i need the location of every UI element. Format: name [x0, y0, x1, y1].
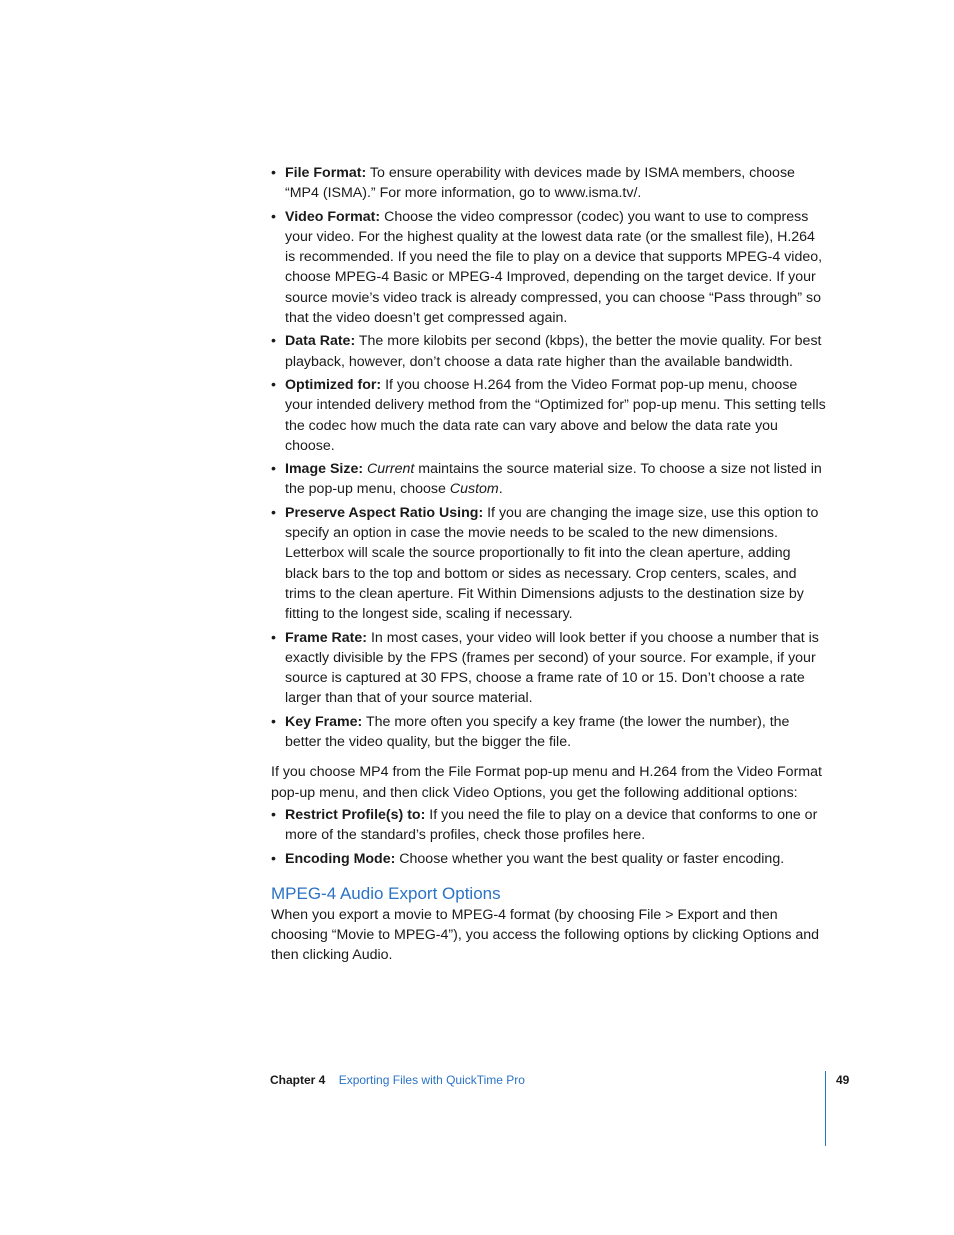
item-text: If you choose H.264 from the Video Format pop-up menu, choose your intended delivery method from the “Optimized for” pop-up menu. This setting tells the codec how much the data rate can vary above and below the data rate you choose.	[285, 376, 826, 454]
item-text-end: .	[498, 481, 503, 498]
bullet: •	[271, 629, 276, 646]
chapter-label: Chapter 4	[270, 1073, 326, 1087]
term-label: Encoding Mode:	[285, 850, 396, 867]
term-label: File Format:	[285, 165, 367, 181]
bullet: •	[271, 850, 276, 867]
term-label: Optimized for:	[285, 376, 382, 393]
item-text: If you are changing the image size, use this option to specify an option in case the movie needs to be scaled to the new dimensions. Letterbox will scale the source proportionally to fit into the clean aperture, adding black bars to the top and bottom or sides as necessary. Crop centers, scales, and trims to the clean aperture. Fit Within Dimensions adjusts to the destination size by fitting to the longest side, scaling if necessary.	[285, 504, 819, 623]
bullet: •	[271, 713, 276, 730]
item-text: Choose the video compressor (codec) you want to use to compress your video. For the highest quality at the lowest data rate (or the smallest file), H.264 is recommended. If you need the file to play on a device that supports MPEG-4 video, choose MPEG-4 Basic or MPEG-4 Improved, depending on the target device. If your source movie’s video track is already compressed, you can choose “Pass through” so that the video doesn’t get compressed again.	[285, 208, 823, 327]
italic-term-custom: Custom	[449, 481, 499, 498]
item-text: The more often you specify a key frame (the lower the number), the better the video quality, but the bigger the file.	[285, 713, 790, 751]
bullet: •	[271, 376, 276, 393]
list-item-optimized-for	[271, 375, 827, 456]
paragraph-mp4-options: If you choose MP4 from the File Format pop-up menu and H.264 from the Video Format pop-up menu, and then click Video Options, you get the following additional options:	[271, 764, 822, 801]
term-label: Preserve Aspect Ratio Using:	[285, 504, 484, 521]
bullet: •	[271, 806, 276, 823]
item-text: The more kilobits per second (kbps), the better the movie quality. For best playback, however, don’t choose a data rate higher than the available bandwidth.	[285, 333, 822, 370]
list-item-encoding-mode	[271, 849, 827, 869]
list-item-restrict-profiles	[271, 805, 827, 846]
term-label: Restrict Profile(s) to:	[285, 806, 426, 823]
italic-term-current: Current	[367, 461, 415, 478]
term-label: Video Format:	[285, 208, 381, 225]
chapter-title-link[interactable]: Exporting Files with QuickTime Pro	[338, 1073, 525, 1087]
list-item-aspect-ratio	[271, 503, 827, 625]
section-heading: MPEG-4 Audio Export Options	[271, 883, 501, 903]
page-number: 49	[836, 1073, 850, 1087]
item-text: If you need the file to play on a device that conforms to one or more of the standard’s profiles, check those profiles here.	[285, 806, 818, 844]
term-label: Frame Rate:	[285, 629, 368, 646]
bullet: •	[271, 461, 276, 478]
bullet: •	[271, 208, 276, 225]
paragraph-audio-options: When you export a movie to MPEG-4 format (by choosing File > Export and then choosing “Movie to MPEG-4”), you access the following options by clicking Options and then clicking Audio.	[271, 906, 820, 964]
term-label: Key Frame:	[285, 713, 363, 730]
bullet: •	[271, 333, 276, 350]
export-options-list	[271, 163, 827, 752]
item-text: maintains the source material size. To choose a size not listed in the pop-up menu, choose	[285, 461, 822, 498]
list-item-frame-rate	[271, 628, 827, 709]
item-text: In most cases, your video will look better if you choose a number that is exactly divisible by the FPS (frames per second) of your source. For example, if your source is captured at 30 FPS, choose a frame rate of 10 or 15. Don’t choose a rate larger than that of your source material.	[285, 629, 819, 707]
bullet: •	[271, 504, 276, 521]
term-label: Data Rate:	[285, 333, 356, 350]
footer-divider	[825, 1071, 826, 1146]
list-item-image-size	[271, 459, 827, 500]
page-footer	[270, 1072, 525, 1088]
list-item-file-format	[271, 163, 827, 204]
list-item-key-frame	[271, 712, 827, 753]
term-label: Image Size:	[285, 461, 364, 478]
item-text: Choose whether you want the best quality or faster encoding.	[395, 850, 785, 867]
item-text: To ensure operability with devices made by ISMA members, choose “MP4 (ISMA).” For more information, go to www.isma.tv/.	[285, 165, 795, 202]
list-item-data-rate	[271, 331, 827, 372]
bullet: •	[271, 165, 276, 181]
page-content	[271, 163, 827, 966]
additional-options-list	[271, 805, 827, 869]
list-item-video-format	[271, 207, 827, 329]
